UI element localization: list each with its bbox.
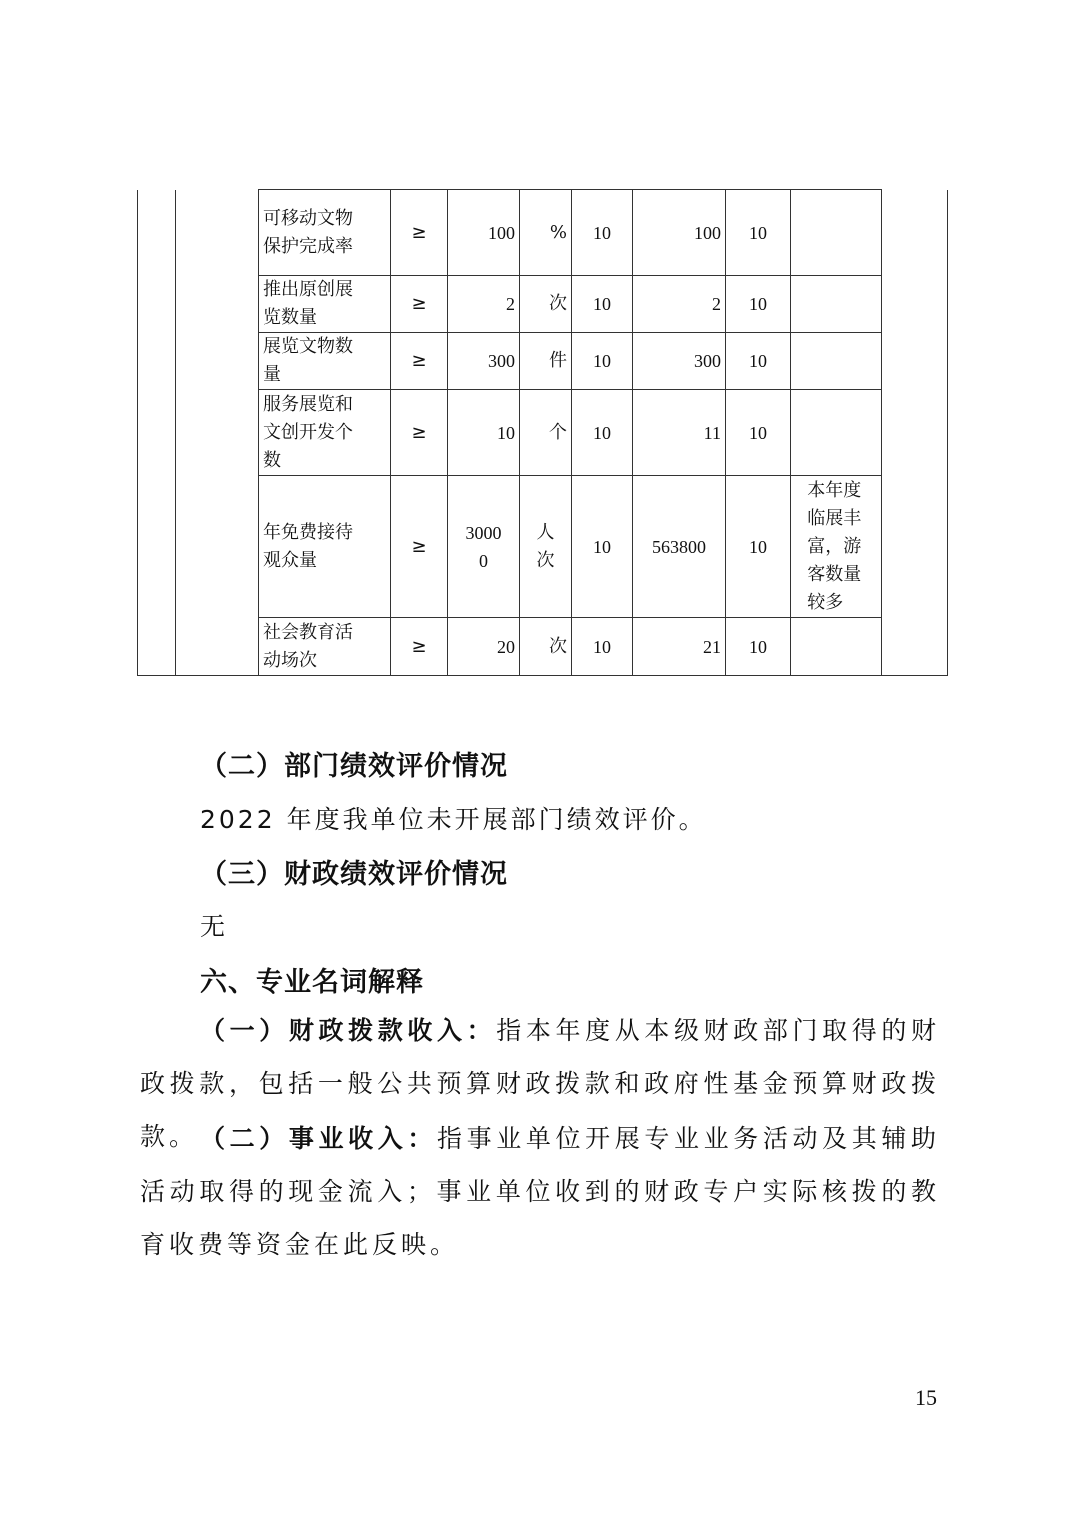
section3-heading: （三）财政绩效评价情况 xyxy=(200,859,508,890)
operator-cell: ≥ xyxy=(391,190,448,276)
term-definition: 指本年度从本级财政部门取得的财政拨款，包括一般公共预算财政拨款和政府性基金预算财政拨款。 xyxy=(140,1016,940,1151)
weight-cell: 10 xyxy=(572,476,633,618)
operator-cell: ≥ xyxy=(391,390,448,476)
operator-cell: ≥ xyxy=(391,333,448,390)
note-cell: 本年度临展丰富，游客数量较多 xyxy=(807,479,862,613)
target-value: 2 xyxy=(448,276,520,333)
operator-cell: ≥ xyxy=(391,476,448,618)
weight-cell: 10 xyxy=(572,390,633,476)
term-title: （二）事业收入： xyxy=(200,1124,437,1153)
target-value: 100 xyxy=(448,190,520,276)
weight-cell: 10 xyxy=(572,333,633,390)
section6-heading: 六、专业名词解释 xyxy=(200,967,424,998)
score-cell: 10 xyxy=(726,618,791,676)
actual-value: 2 xyxy=(633,276,726,333)
term-business-income xyxy=(140,1112,940,1271)
indicator-name: 展览文物数量 xyxy=(263,336,353,385)
actual-value: 21 xyxy=(633,618,726,676)
weight-cell: 10 xyxy=(572,190,633,276)
actual-value: 11 xyxy=(633,390,726,476)
weight-cell: 10 xyxy=(572,276,633,333)
unit-cell: 次 xyxy=(520,276,572,333)
table-row xyxy=(138,618,948,676)
operator-cell: ≥ xyxy=(391,276,448,333)
unit-cell: 人次 xyxy=(520,476,572,618)
target-value: 300 xyxy=(448,333,520,390)
performance-table xyxy=(137,189,948,676)
score-cell: 10 xyxy=(726,333,791,390)
indicator-name: 服务展览和文创开发个数 xyxy=(263,393,353,471)
section3-text: 无 xyxy=(200,912,229,941)
page-number: 15 xyxy=(915,1385,937,1410)
table-row xyxy=(138,476,948,618)
indicator-name: 可移动文物保护完成率 xyxy=(263,207,353,257)
score-cell: 10 xyxy=(726,476,791,618)
actual-value: 300 xyxy=(633,333,726,390)
unit-cell: % xyxy=(520,190,572,276)
indicator-name: 年免费接待观众量 xyxy=(263,521,353,571)
table-row xyxy=(138,333,948,390)
indicator-name: 社会教育活动场次 xyxy=(263,621,353,671)
unit-cell: 次 xyxy=(520,618,572,676)
unit-cell: 件 xyxy=(520,333,572,390)
table-row xyxy=(138,390,948,476)
table-row xyxy=(138,190,948,276)
section2-text: 2022 年度我单位未开展部门绩效评价。 xyxy=(200,805,707,834)
score-cell: 10 xyxy=(726,390,791,476)
target-value: 20 xyxy=(448,618,520,676)
score-cell: 10 xyxy=(726,276,791,333)
weight-cell: 10 xyxy=(572,618,633,676)
table-row xyxy=(138,276,948,333)
target-value: 10 xyxy=(448,390,520,476)
actual-value: 563800 xyxy=(633,476,726,618)
section2-heading: （二）部门绩效评价情况 xyxy=(200,751,508,782)
target-value: 30000 xyxy=(448,476,520,618)
actual-value: 100 xyxy=(633,190,726,276)
term-title: （一）财政拨款收入： xyxy=(200,1016,497,1045)
term-definition: 指事业单位开展专业业务活动及其辅助活动取得的现金流入；事业单位收到的财政专户实际核拨的教育收费等资金在此反映。 xyxy=(140,1124,940,1259)
indicator-name: 推出原创展览数量 xyxy=(263,279,353,328)
score-cell: 10 xyxy=(726,190,791,276)
unit-cell: 个 xyxy=(520,390,572,476)
operator-cell: ≥ xyxy=(391,618,448,676)
